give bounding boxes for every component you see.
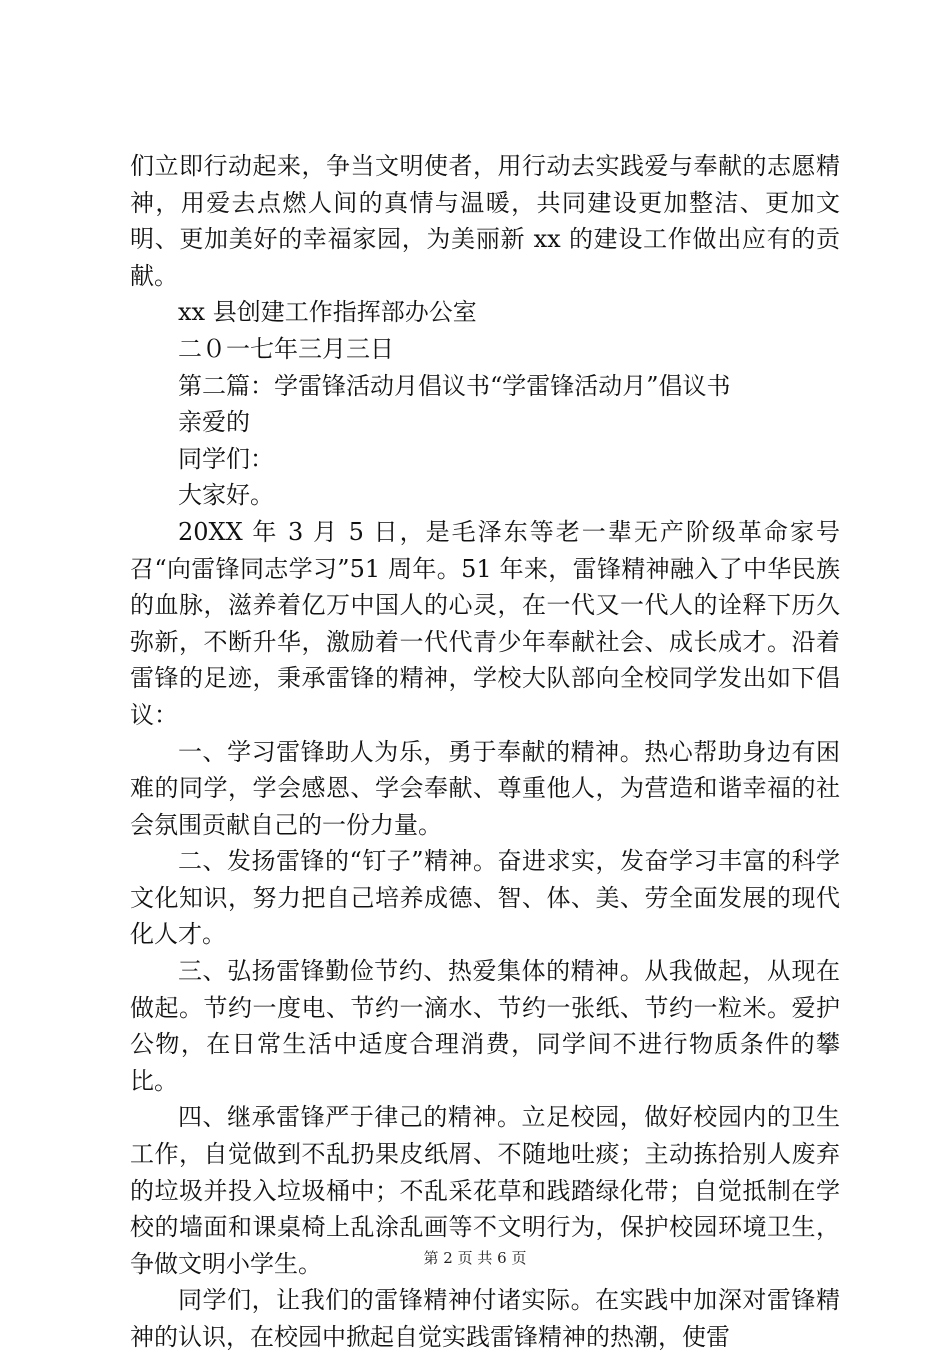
greeting: 大家好。 [178,481,274,510]
page-number: 第 2 页 共 6 页 [423,1249,527,1267]
signature-org: xx 县创建工作指挥部办公室 [178,298,477,327]
paragraph: 同学们，让我们的雷锋精神付诸实际。在实践中加深对雷锋精神的认识，在校园中掀起自觉实践雷锋精神的热潮，使雷 [130,1286,840,1351]
paragraph: 二、发扬雷锋的“钉子”精神。奋进求实，发奋学习丰富的科学文化知识，努力把自己培养成德、智、体、美、劳全面发展的现代化人才。 [130,847,840,949]
section-heading: 第二篇：学雷锋活动月倡议书“学雷锋活动月”倡议书 [178,371,731,400]
document-body [130,148,840,1356]
paragraph: 四、继承雷锋严于律己的精神。立足校园，做好校园内的卫生工作，自觉做到不乱扔果皮纸屑、不随地吐痰；主动拣拾别人废弃的垃圾并投入垃圾桶中；不乱采花草和践踏绿化带；自觉抵制在学校的墙面和课桌椅上乱涂乱画等不文明行为，保护校园环境卫生，争做文明小学生。 [130,1103,840,1278]
paragraph: 20XX 年 3 月 5 日，是毛泽东等老一辈无产阶级革命家号召“向雷锋同志学习”51 周年。51 年来，雷锋精神融入了中华民族的血脉，滋养着亿万中国人的心灵，在一代又一代人的诠释下历久弥新，不断升华，激励着一代代青少年奉献社会、成长成才。沿着雷锋的足迹，秉承雷锋的精神，学校大队部向全校同学发出如下倡议： [130,517,840,729]
paragraph: 们立即行动起来，争当文明使者，用行动去实践爱与奉献的志愿精神，用爱去点燃人间的真情与温暖，共同建设更加整洁、更加文明、更加美好的幸福家园，为美丽新 xx 的建设工作做出应有的贡献。 [130,152,840,290]
salutation-line-1: 亲爱的 [178,408,250,437]
signature-date: 二０一七年三月三日 [178,334,394,363]
salutation-line-2: 同学们： [178,444,274,473]
paragraph: 三、弘扬雷锋勤俭节约、热爱集体的精神。从我做起，从现在做起。节约一度电、节约一滴水、节约一张纸、节约一粒米。爱护公物，在日常生活中适度合理消费，同学间不进行物质条件的攀比。 [130,957,840,1095]
paragraph: 一、学习雷锋助人为乐，勇于奉献的精神。热心帮助身边有困难的同学，学会感恩、学会奉献、尊重他人，为营造和谐幸福的社会氛围贡献自己的一份力量。 [130,737,840,839]
